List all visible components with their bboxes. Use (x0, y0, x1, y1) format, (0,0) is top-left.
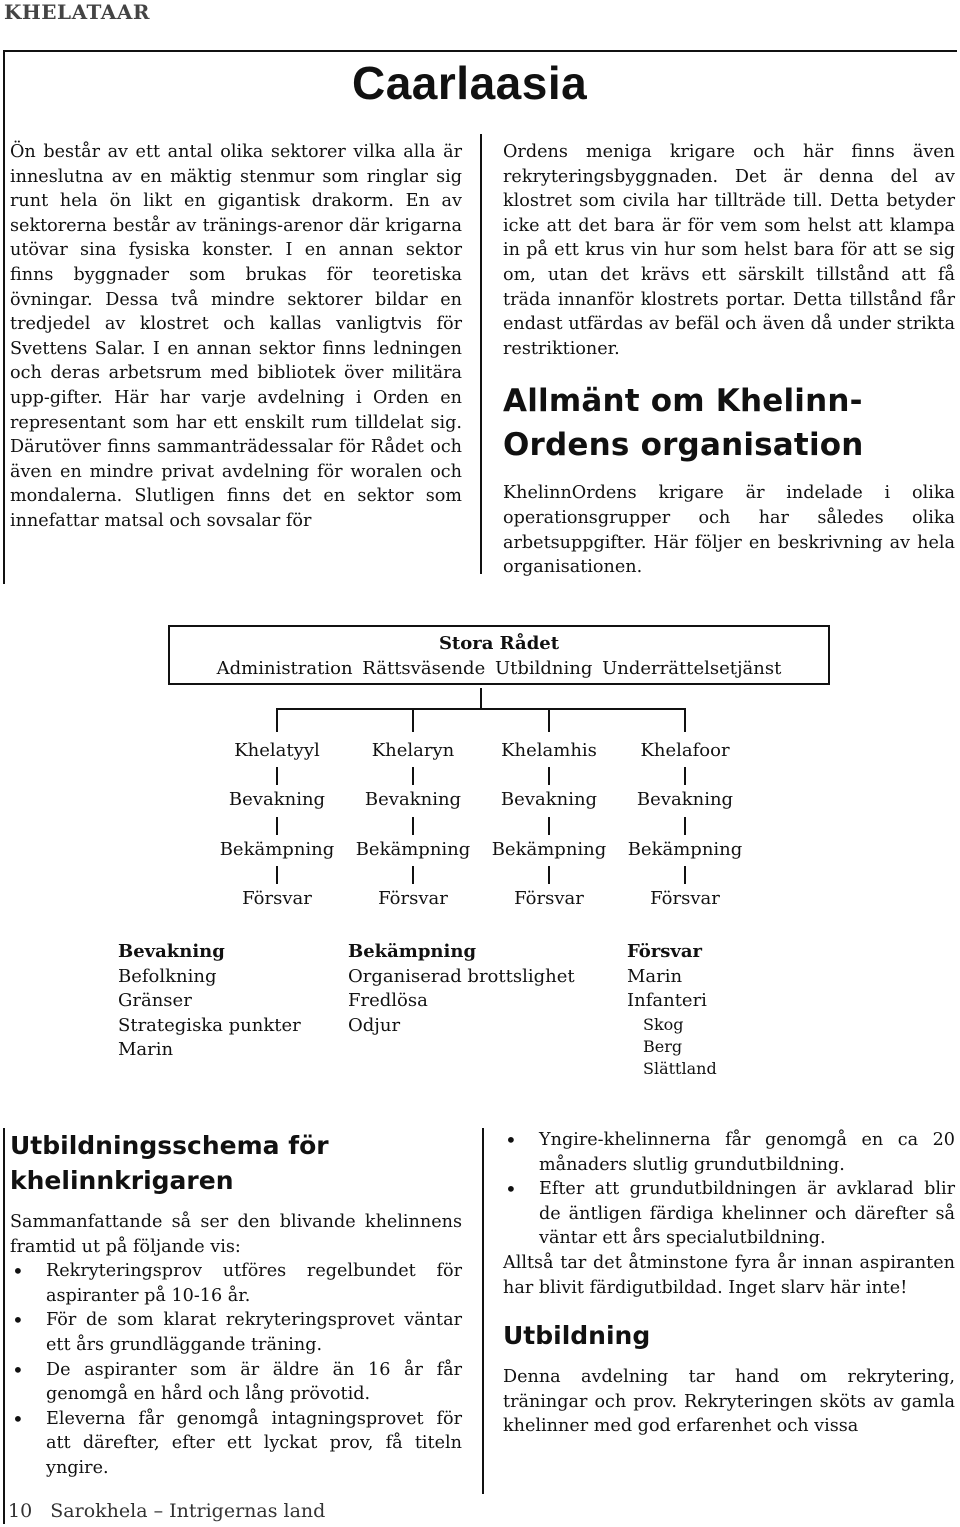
utbildning-text: Denna avdelning tar hand om rekrytering, träningar och prov. Rekryteringen sköts av gamla khelinner med god erfarenhet och vissa (503, 1367, 955, 1437)
branch-khelatyyl: Khelatyyl (234, 740, 320, 761)
page-footer: 10 Sarokhela – Intrigernas land (8, 1500, 326, 1522)
connector-crossbar (276, 708, 686, 710)
bevakning-list (118, 940, 338, 1063)
schema-bullets-left (10, 1259, 462, 1480)
org-heading-line2: Ordens organisation (503, 427, 864, 464)
bullet-item: • De aspiranter som är äldre än 16 år får genomgå en hård och lång prövotid. (10, 1358, 462, 1407)
list-item: Infanteri (627, 990, 707, 1011)
connector-tick (684, 767, 686, 785)
connector-trunk (480, 688, 482, 708)
list-item: Marin (627, 965, 683, 987)
bullet-item: • Eleverna får genomgå intagningsprovet för att därefter, efter ett lyckat prov, få titeln yngire. (10, 1407, 462, 1481)
schema-left-column (10, 1128, 462, 1481)
stora-radet-title: Stora Rådet (438, 633, 560, 654)
org-section-text: KhelinnOrdens krigare är indelade i olika operationsgrupper och har således olika arbetsuppgifter. Här följer en beskrivning av hela organisationen. (503, 483, 955, 578)
connector-tick (412, 767, 414, 785)
schema-heading (10, 1128, 462, 1198)
bullet-item: • Rekryteringsprov utföres regelbundet för aspiranter på 10-16 år. (10, 1259, 462, 1308)
schema-right-column (503, 1128, 955, 1439)
intro-left-paragraph: Ön består av ett antal olika sektorer vilka alla är inneslutna av en mäktig stenmur som ringlar sig runt hela ön likt en gigantisk drakorm. En av sektorerna består av tränings-arenor där krigarna utövar sina fysiska konster. I en annan sektor finns byggnader som brukas för teoretiska övningar. Dessa två mindre sektorer bildar en tredjedel av klostret och kallas vanligtvis för Svettens Salar. I en annan sektor finns ledningen och deras arbetsrum med bibliotek över militära upp-gifter. Här har varje avdelning i Orden en representant som har ett enskilt rum tilldelat sig. Därutöver finns sammanträdessalar för Rådet och även en mindre privat avdelning för woralen och mondalerna. Slutligen finns det en sektor som innefattar matsal och sovsalar för (10, 142, 462, 531)
connector-tick (276, 817, 278, 835)
list-item: Marin (118, 1039, 174, 1060)
forsvar-list (627, 940, 827, 1080)
branch-level: Försvar (242, 888, 312, 909)
bullet-item: • Efter att grundutbildningen är avklarad blir de äntligen färdiga khelinner och därefter så väntar ett års specialutbildning. (503, 1177, 955, 1251)
connector-drop (548, 708, 550, 732)
bottom-column-divider (482, 1128, 484, 1494)
branch-level: Bevakning (500, 789, 598, 810)
connector-tick (548, 817, 550, 835)
connector-tick (412, 866, 414, 884)
sub-list-item: Skog (643, 1014, 684, 1034)
list-item: Gränser (118, 990, 192, 1011)
stora-radet-box (168, 625, 830, 685)
bullet-item: • För de som klarat rekryteringsprovet väntar ett års grundläggande träning. (10, 1308, 462, 1357)
connector-tick (276, 866, 278, 884)
branch-level: Bevakning (364, 789, 462, 810)
branch-level: Försvar (514, 888, 584, 909)
branch-khelafoor: Khelafoor (640, 740, 730, 761)
list-item: Organiserad brottslighet (348, 965, 575, 987)
schema-heading-line1: Utbildningsschema för (10, 1131, 329, 1160)
intro-right-column (503, 140, 955, 580)
list-item: Fredlösa (348, 990, 428, 1011)
schema-bullets-right (503, 1128, 955, 1251)
bevakning-heading: Bevakning (118, 941, 225, 962)
bullet-item: • Yngire-khelinnerna får genomgå en ca 20 månaders slutlig grundutbildning. (503, 1128, 955, 1177)
connector-drop (276, 708, 278, 732)
connector-drop (412, 708, 414, 732)
sub-list-item: Slättland (643, 1058, 717, 1078)
list-item: Befolkning (118, 965, 217, 987)
branch-level: Försvar (650, 888, 720, 909)
connector-tick (412, 817, 414, 835)
connector-tick (548, 866, 550, 884)
branch-khelamhis: Khelamhis (501, 740, 597, 761)
connector-tick (684, 817, 686, 835)
connector-tick (684, 866, 686, 884)
branch-level: Bekämpning (491, 839, 607, 860)
schema-heading-line2: khelinnkrigaren (10, 1166, 234, 1195)
org-section-heading (503, 379, 955, 467)
bekampning-list (348, 940, 608, 1038)
column-divider (480, 134, 482, 574)
branch-level: Bevakning (636, 789, 734, 810)
footer-rule (3, 1494, 5, 1524)
org-heading-line1: Allmänt om Khelinn- (503, 383, 863, 420)
branch-level: Bevakning (228, 789, 326, 810)
branch-khelaryn: Khelaryn (371, 740, 455, 761)
connector-tick (548, 767, 550, 785)
department-list: Administration Rättsväsende Utbildning Underrättelsetjänst (216, 658, 782, 679)
schema-closing: Alltså tar det åtminstone fyra år innan aspiranten har blivit färdigutbildad. Inget slarv här inte! (503, 1252, 955, 1298)
list-item: Odjur (348, 1014, 401, 1036)
connector-drop (684, 708, 686, 732)
sub-list-item: Berg (643, 1036, 683, 1056)
intro-left-column (10, 140, 462, 534)
schema-intro: Sammanfattande så ser den blivande khelinnens framtid ut på följande vis: (10, 1212, 462, 1257)
intro-right-paragraph: Ordens meniga krigare och här finns även rekryteringsbyggnaden. Det är denna del av klostret som civila har tillträde till. Detta betyder icke att det bara är för vem som helst att klampa in på ett krus vin hur som helst bara för att se sig om, utan det krävs ett särskilt tillstånd att få träda innanför klostrets portar. Detta tillstånd får endast utfärdas av befäl och även då under strikta restriktioner. (503, 142, 955, 359)
forsvar-heading: Försvar (627, 941, 703, 962)
bottom-left-rule (3, 1128, 5, 1494)
branch-level: Bekämpning (355, 839, 471, 860)
page-title: Caarlaasia (352, 57, 588, 109)
branch-level: Bekämpning (627, 839, 743, 860)
running-head: KHELATAAR (4, 0, 150, 24)
bekampning-heading: Bekämpning (348, 941, 477, 962)
list-item: Strategiska punkter (118, 1014, 301, 1036)
connector-tick (276, 767, 278, 785)
utbildning-heading: Utbildning (503, 1321, 651, 1351)
branch-level: Bekämpning (219, 839, 335, 860)
branch-level: Försvar (378, 888, 448, 909)
